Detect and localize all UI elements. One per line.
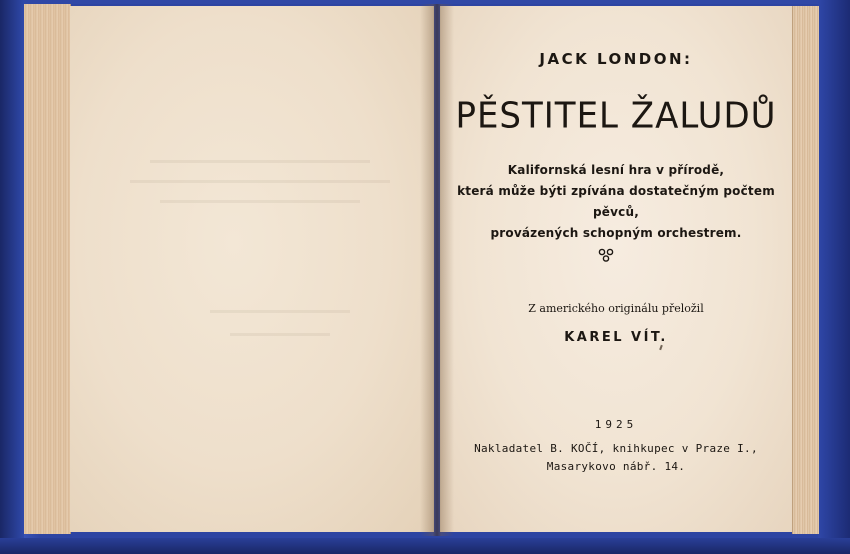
book-author: JACK LONDON: (539, 50, 693, 68)
subtitle-line: Kalifornská lesní hra v přírodě, (507, 163, 725, 177)
publication-year: 1925 (594, 418, 638, 431)
subtitle-line: provázených schopným orchestrem. (490, 226, 742, 240)
publisher-line: Nakladatel B. KOČÍ, knihkupec v Praze I., (474, 442, 758, 455)
translator-name: KAREL VÍT. (564, 330, 668, 345)
book-cover-bottom-edge (0, 538, 850, 554)
trefoil-ornament-icon (598, 248, 614, 262)
publisher-info (440, 440, 792, 476)
book-subtitle (440, 160, 792, 244)
bleedthrough-line (230, 333, 330, 336)
bleedthrough-line (160, 200, 360, 203)
left-page (70, 6, 434, 532)
book-cover-left-edge (0, 0, 24, 554)
subtitle-line: která může býti zpívána dostatečným počtem pěvců, (457, 184, 775, 219)
right-page-stack (792, 6, 819, 534)
translator-note: Z amerického originálu přeložil (528, 302, 704, 315)
bleedthrough-line (210, 310, 350, 313)
left-page-stack (24, 4, 71, 534)
bleedthrough-line (150, 160, 370, 163)
book-title: PĚSTITEL ŽALUDŮ (455, 95, 777, 137)
book-cover-right-edge (818, 0, 850, 554)
publisher-line: Masarykovo nábř. 14. (546, 460, 686, 473)
bleedthrough-line (130, 180, 390, 183)
